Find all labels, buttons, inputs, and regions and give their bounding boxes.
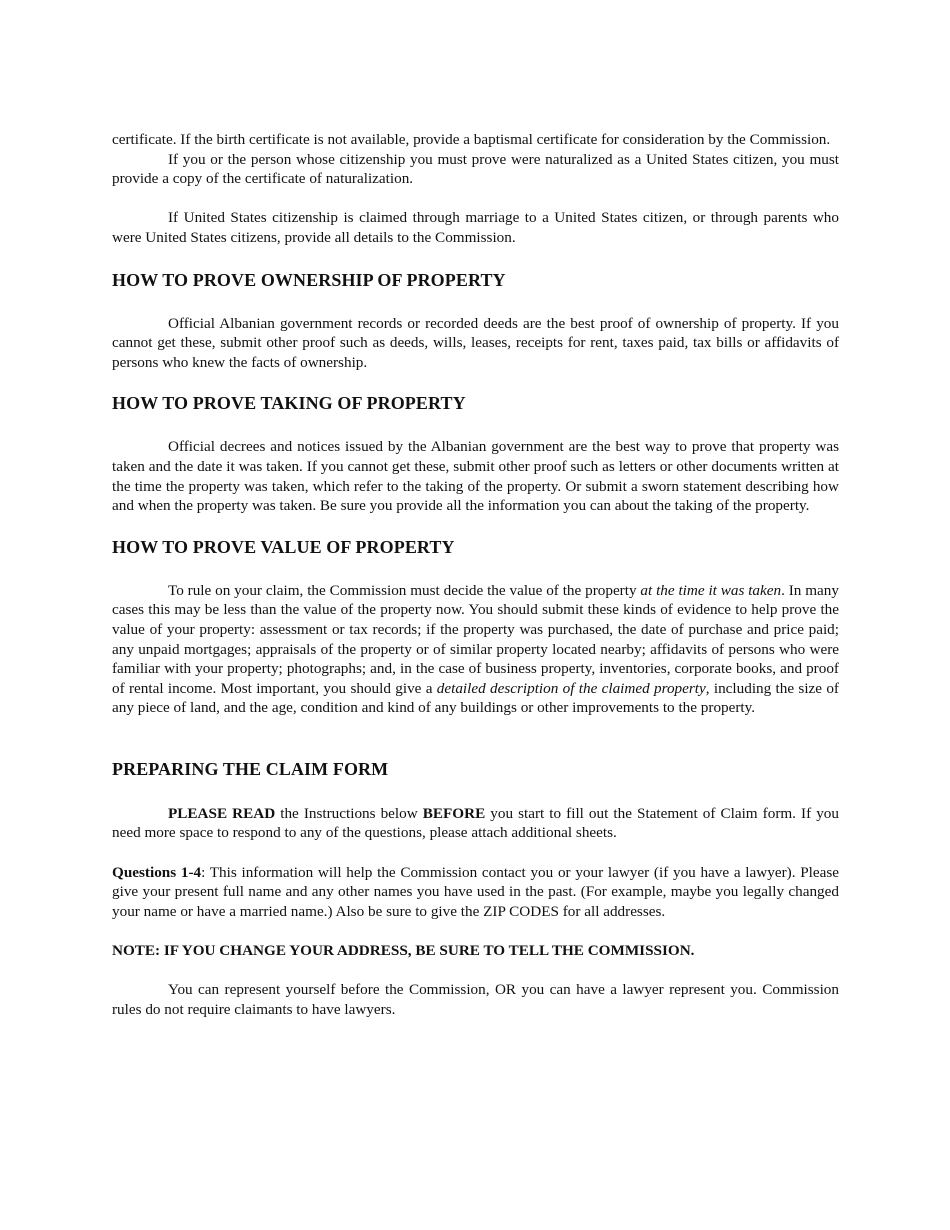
value-paragraph: To rule on your claim, the Commission must decide the value of the property at the time it was taken. In many cases this may be less than the value of the property now. You should submit these kinds of evidence to help prove the value of your property: assessment or tax records; if the property was purchased, the date of purchase and price paid; any unpaid mortgages; appraisals of the property or of similar property located nearby; affidavits of persons who were familiar with your property; photographs; and, in the case of business property, inventories, corporate books, and proof of rental income. Most important, you should give a detailed description of the claimed property, including the size of any piece of land, and the age, condition and kind of any buildings or other improvements to the property. bbox=[112, 581, 839, 717]
intro-paragraph-3: If United States citizenship is claimed through marriage to a United States citizen, or through parents who were United States citizens, provide all details to the Commission. bbox=[112, 209, 839, 246]
ownership-paragraph: Official Albanian government records or recorded deeds are the best proof of ownership of property. If you cannot get these, submit other proof such as deeds, wills, leases, receipts for rent, taxes paid, tax bills or affidavits of persons who knew the facts of ownership. bbox=[112, 314, 839, 371]
preparing-paragraph: PLEASE READ the Instructions below BEFORE you start to fill out the Statement of Claim form. If you need more space to respond to any of the questions, please attach additional sheets. bbox=[112, 804, 839, 842]
taking-heading: HOW TO PROVE TAKING OF PROPERTY bbox=[112, 393, 466, 414]
value-heading: HOW TO PROVE VALUE OF PROPERTY bbox=[112, 536, 455, 557]
ownership-heading: HOW TO PROVE OWNERSHIP OF PROPERTY bbox=[112, 269, 506, 290]
preparing-heading: PREPARING THE CLAIM FORM bbox=[112, 758, 389, 779]
intro-paragraph-2: If you or the person whose citizenship you must prove were naturalized as a United States citizen, you must provide a copy of the certificate of naturalization. bbox=[112, 150, 839, 188]
document-page bbox=[112, 130, 839, 1019]
intro-paragraph-1: certificate. If the birth certificate is not available, provide a baptismal certificate for consideration by the Commission. bbox=[112, 131, 831, 148]
taking-paragraph: Official decrees and notices issued by the Albanian government are the best way to prove that property was taken and the date it was taken. If you cannot get these, submit other proof such as letters or other documents written at the time the property was taken, which refer to the taking of the property. Or submit a sworn statement describing how and when the property was taken. Be sure you provide all the information you can about the taking of the property. bbox=[112, 438, 839, 515]
lawyer-paragraph: You can represent yourself before the Commission, OR you can have a lawyer represent you. Commission rules do not require claimants to have lawyers. bbox=[112, 981, 839, 1018]
address-note: NOTE: IF YOU CHANGE YOUR ADDRESS, BE SURE TO TELL THE COMMISSION. bbox=[112, 942, 695, 960]
questions-paragraph: Questions 1-4: This information will help the Commission contact you or your lawyer (if you have a lawyer). Please give your present full name and any other names you have used in the past. (For example, maybe you legally changed your name or have a married name.) Also be sure to give the ZIP CODES for all addresses. bbox=[112, 863, 840, 920]
